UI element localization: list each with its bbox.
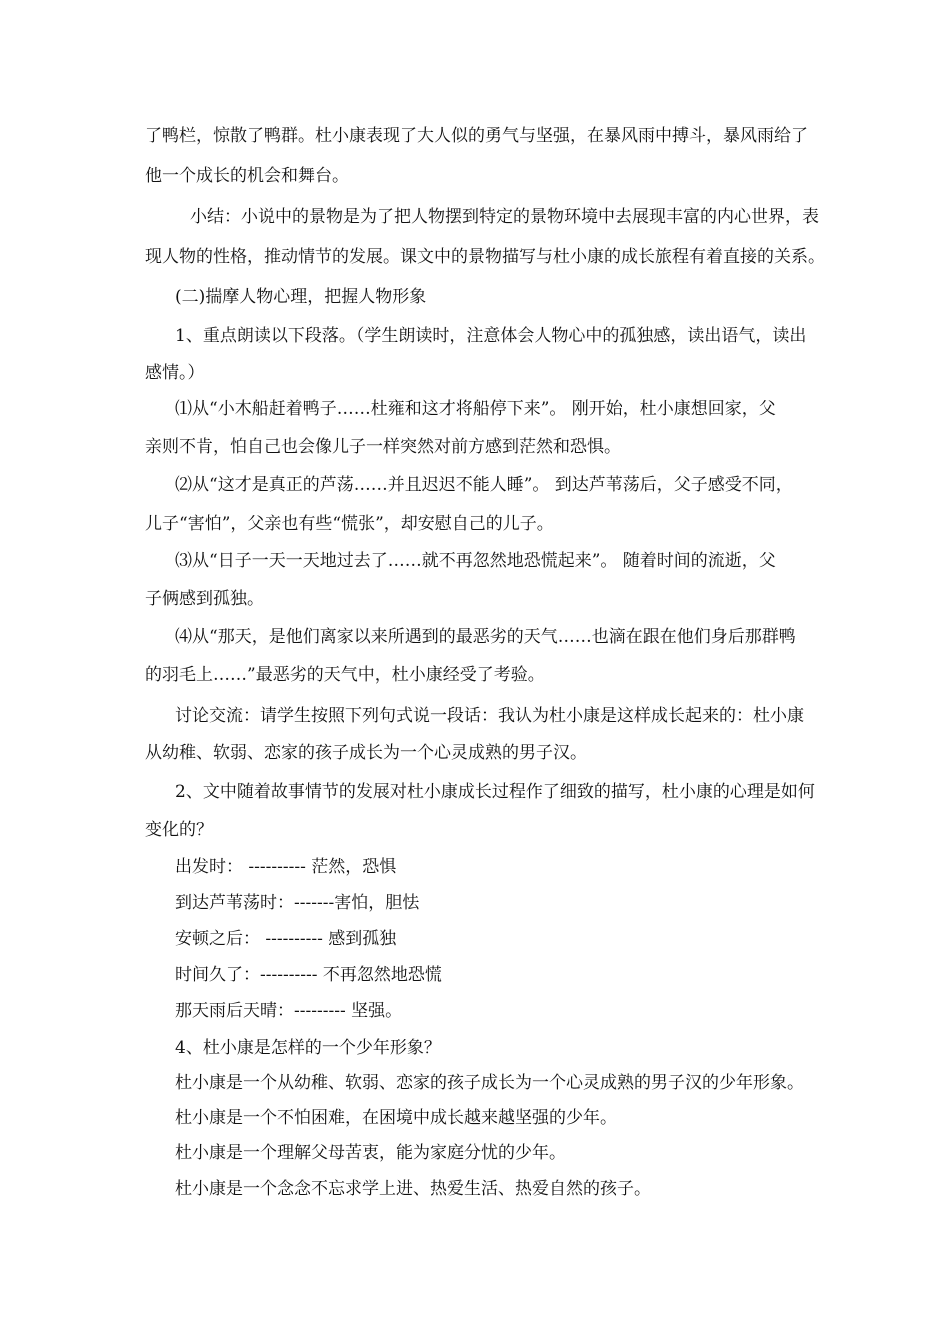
text-line: 子俩感到孤独。: [145, 589, 264, 609]
list-item: 杜小康是一个从幼稚、软弱、恋家的孩子成长为一个心灵成熟的男子汉的少年形象。: [175, 1073, 804, 1093]
section-heading: (二)揣摩人物心理，把握人物形象: [175, 287, 427, 307]
list-item: 到达芦苇荡时：-------害怕，胆怯: [175, 893, 420, 913]
text-line: 现人物的性格，推动情节的发展。课文中的景物描写与杜小康的成长旅程有着直接的关系。: [145, 247, 825, 267]
text-line: ⑵从“这才是真正的芦荡……并且迟迟不能人睡”。 到达芦苇荡后，父子感受不同，: [175, 475, 793, 495]
text-line: 亲则不肯，怕自己也会像儿子一样突然对前方感到茫然和恐惧。: [145, 437, 621, 457]
text-line: 小结：小说中的景物是为了把人物摆到特定的景物环境中去展现丰富的内心世界，表: [190, 207, 819, 227]
text-line: 了鸭栏，惊散了鸭群。杜小康表现了大人似的勇气与坚强，在暴风雨中搏斗，暴风雨给了: [145, 126, 808, 146]
text-line: 他一个成长的机会和舞台。: [145, 166, 349, 186]
list-item: 杜小康是一个念念不忘求学上进、热爱生活、热爱自然的孩子。: [175, 1179, 651, 1199]
text-line: 变化的？: [145, 820, 213, 840]
text-line: 儿子“害怕”，父亲也有些“慌张”，却安慰自己的儿子。: [145, 514, 554, 534]
text-line: 的羽毛上……”最恶劣的天气中，杜小康经受了考验。: [145, 665, 545, 685]
text-line: 1、重点朗读以下段落。（学生朗读时，注意体会人物心中的孤独感，读出语气，读出: [175, 326, 807, 346]
text-line: ⑶从“日子一天一天地过去了……就不再忽然地恐慌起来”。 随着时间的流逝，父: [175, 551, 776, 571]
list-item: 时间久了：---------- 不再忽然地恐慌: [175, 965, 442, 985]
question-heading: 4、杜小康是怎样的一个少年形象？: [175, 1038, 441, 1058]
text-line: ⑴从“小木船赶着鸭子……杜雍和这才将船停下来”。 刚开始，杜小康想回家，父: [175, 399, 776, 419]
text-line: 感情。）: [145, 363, 205, 383]
text-line: ⑷从“那天，是他们离家以来所遇到的最恶劣的天气……也滴在跟在他们身后那群鸭: [175, 627, 796, 647]
list-item: 出发时： ---------- 茫然，恐惧: [175, 857, 397, 877]
list-item: 杜小康是一个不怕困难，在困境中成长越来越坚强的少年。: [175, 1108, 617, 1128]
list-item: 杜小康是一个理解父母苦衷，能为家庭分忧的少年。: [175, 1143, 566, 1163]
list-item: 安顿之后： ---------- 感到孤独: [175, 929, 397, 949]
text-line: 讨论交流：请学生按照下列句式说一段话：我认为杜小康是这样成长起来的：杜小康: [175, 706, 804, 726]
text-line: 从幼稚、软弱、恋家的孩子成长为一个心灵成熟的男子汉。: [145, 743, 587, 763]
list-item: 那天雨后天晴：--------- 坚强。: [175, 1001, 403, 1021]
text-line: 2、文中随着故事情节的发展对杜小康成长过程作了细致的描写，杜小康的心理是如何: [175, 782, 815, 802]
